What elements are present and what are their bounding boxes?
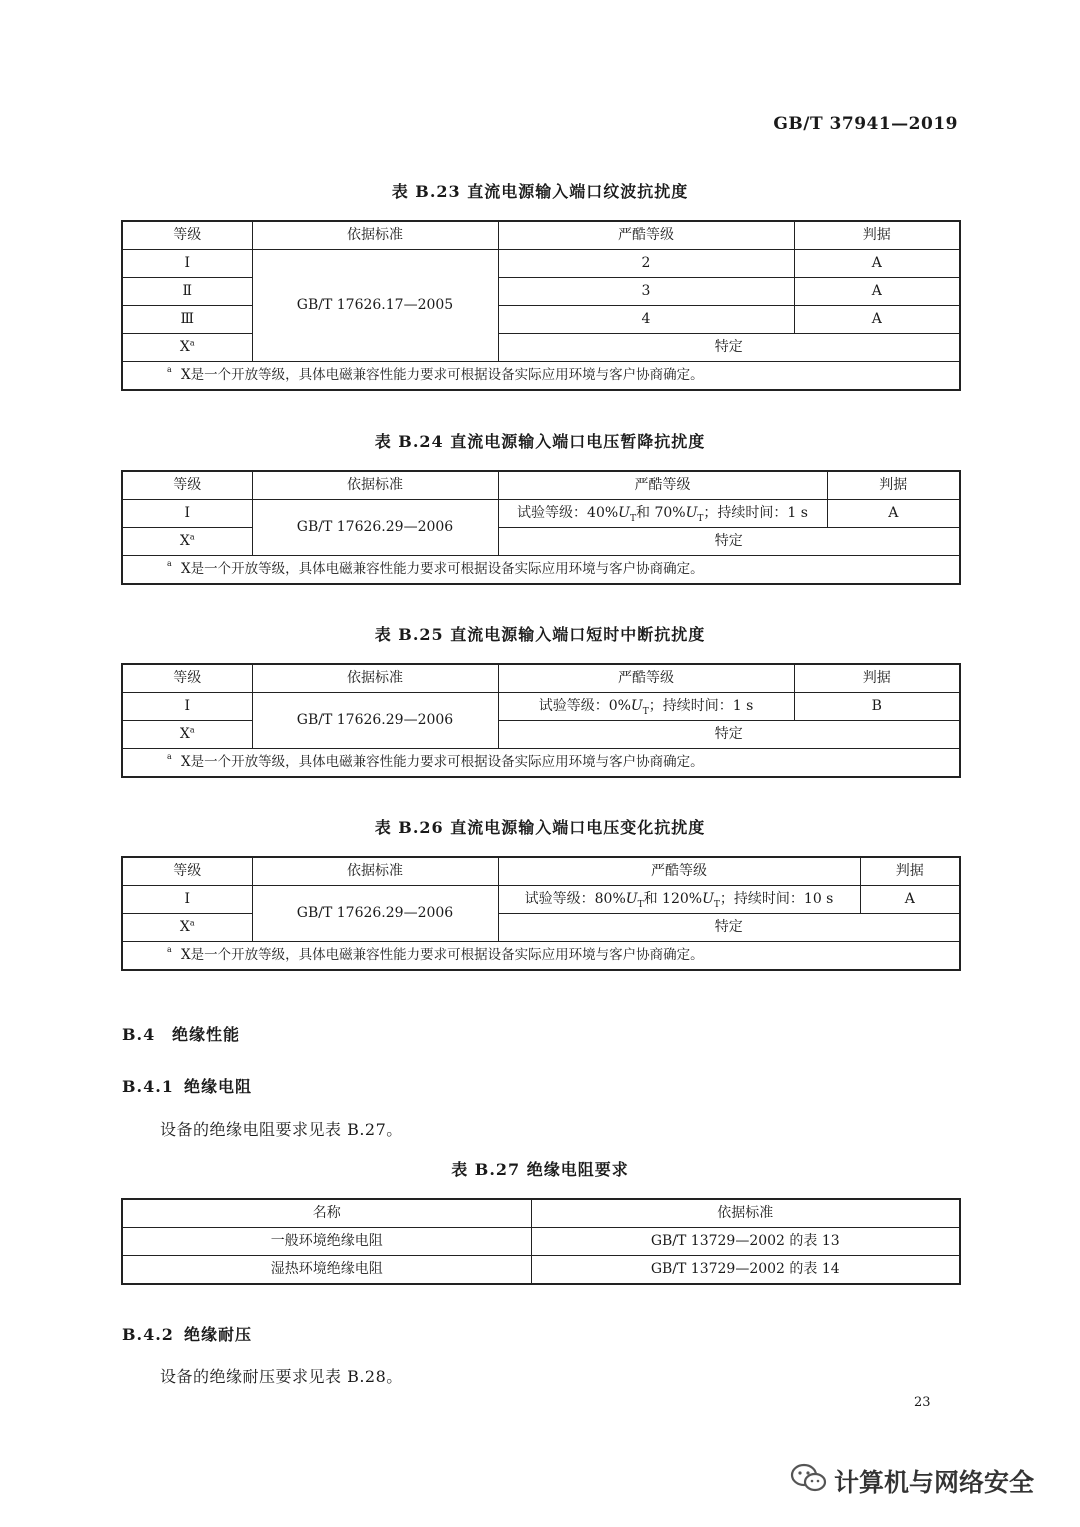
voltage-symbol: U [625, 891, 638, 907]
severity-cell [498, 500, 827, 528]
footnote-marker: a [167, 559, 172, 568]
grade-cell: Ⅰ [122, 500, 252, 528]
criterion-cell: B [794, 693, 960, 721]
grade-cell: Ⅰ [122, 886, 252, 914]
table-b23 [121, 220, 961, 391]
section-number: B.4 [122, 1025, 156, 1044]
severity-text: 和 120% [643, 891, 703, 907]
table-note-row [122, 556, 960, 585]
header-cell: 依据标准 [252, 221, 498, 250]
table-caption: 表 B.26 直流电源输入端口电压变化抗扰度 [374, 818, 706, 837]
header-cell: 判据 [794, 664, 960, 693]
header-cell: 等级 [122, 857, 252, 886]
x-value-cell: 特定 [498, 528, 960, 556]
header-cell: 依据标准 [252, 664, 498, 693]
voltage-subscript: T [629, 513, 636, 524]
table-b26 [121, 856, 961, 971]
voltage-subscript: T [637, 899, 644, 910]
grade-cell [122, 528, 252, 556]
table-b25 [121, 663, 961, 778]
grade-cell [122, 914, 252, 942]
header-cell: 依据标准 [252, 471, 498, 500]
table-note [122, 942, 960, 971]
severity-cell: 3 [498, 278, 794, 306]
grade-cell: Ⅰ [122, 250, 252, 278]
grade-cell: Ⅲ [122, 306, 252, 334]
header-cell: 名称 [122, 1199, 531, 1228]
note-text: Ⅹ是一个开放等级，具体电磁兼容性能力要求可根据设备实际应用环境与客户协商确定。 [181, 947, 704, 963]
header-cell: 等级 [122, 664, 252, 693]
grade-cell [122, 721, 252, 749]
table-caption: 表 B.24 直流电源输入端口电压暂降抗扰度 [374, 432, 706, 451]
header-cell: 等级 [122, 471, 252, 500]
note-text: Ⅹ是一个开放等级，具体电磁兼容性能力要求可根据设备实际应用环境与客户协商确定。 [181, 561, 704, 577]
grade-x: Ⅹ [179, 339, 190, 355]
x-value-cell: 特定 [498, 721, 960, 749]
table-note [122, 362, 960, 391]
criterion-cell: A [794, 278, 960, 306]
table-note-row [122, 942, 960, 971]
header-cell: 依据标准 [252, 857, 498, 886]
section-heading [122, 1022, 240, 1045]
table-caption: 表 B.27 绝缘电阻要求 [451, 1160, 629, 1179]
footnote-marker: a [189, 725, 195, 735]
x-value-cell: 特定 [498, 334, 960, 362]
table-row [122, 334, 960, 362]
voltage-subscript: T [697, 513, 704, 524]
header-cell: 判据 [860, 857, 960, 886]
header-cell: 等级 [122, 221, 252, 250]
subsection-heading [122, 1074, 252, 1097]
name-cell: 一般环境绝缘电阻 [122, 1228, 531, 1256]
severity-text: ；持续时间：1 s [648, 698, 754, 714]
table-header-row [122, 471, 960, 500]
table-note-row [122, 362, 960, 391]
grade-x: Ⅹ [179, 919, 190, 935]
severity-text: 试验等级：80% [524, 891, 626, 907]
grade-cell [122, 334, 252, 362]
footnote-marker: a [189, 918, 195, 928]
table-row [122, 500, 960, 528]
footnote-marker: a [189, 338, 195, 348]
voltage-symbol: U [685, 505, 698, 521]
voltage-symbol: U [702, 891, 714, 907]
table-header-row [122, 857, 960, 886]
header-cell: 严酷等级 [498, 221, 794, 250]
header-cell: 判据 [827, 471, 960, 500]
grade-cell: Ⅰ [122, 693, 252, 721]
severity-text: 和 70% [636, 505, 686, 521]
standard-cell: GB/T 17626.29—2006 [252, 693, 498, 749]
severity-text: 试验等级：40% [517, 505, 619, 521]
table-row [122, 914, 960, 942]
severity-cell: 4 [498, 306, 794, 334]
watermark-text: 计算机与网络安全 [834, 1468, 1035, 1497]
x-value-cell: 特定 [498, 914, 960, 942]
note-text: Ⅹ是一个开放等级，具体电磁兼容性能力要求可根据设备实际应用环境与客户协商确定。 [181, 754, 704, 770]
voltage-subscript: T [713, 899, 720, 910]
severity-text: ；持续时间：1 s [703, 505, 808, 521]
table-row [122, 528, 960, 556]
table-row [122, 1256, 960, 1285]
table-row [122, 886, 960, 914]
criterion-cell: A [794, 250, 960, 278]
table-note-row [122, 749, 960, 778]
watermark [790, 1462, 1034, 1500]
grade-cell: Ⅱ [122, 278, 252, 306]
section-title: 绝缘性能 [172, 1025, 241, 1044]
severity-cell [498, 693, 794, 721]
section-number: B.4.2 [122, 1325, 174, 1344]
footnote-marker: a [189, 532, 195, 542]
header-cell: 严酷等级 [498, 471, 827, 500]
table-b27 [121, 1198, 961, 1285]
standard-cell: GB/T 17626.29—2006 [252, 500, 498, 556]
table-row [122, 1228, 960, 1256]
severity-cell [498, 886, 860, 914]
subsection-heading [122, 1322, 252, 1345]
name-cell: 湿热环境绝缘电阻 [122, 1256, 531, 1285]
standard-cell: GB/T 13729—2002 的表 13 [531, 1228, 960, 1256]
table-row [122, 278, 960, 306]
section-title: 绝缘耐压 [184, 1325, 253, 1344]
criterion-cell: A [827, 500, 960, 528]
page-number: 23 [914, 1395, 931, 1410]
severity-cell: 2 [498, 250, 794, 278]
header-cell: 严酷等级 [498, 857, 860, 886]
grade-x: Ⅹ [179, 533, 190, 549]
section-number: B.4.1 [122, 1077, 174, 1096]
standard-cell: GB/T 17626.29—2006 [252, 886, 498, 942]
standard-cell: GB/T 13729—2002 的表 14 [531, 1256, 960, 1285]
paragraph: 设备的绝缘电阻要求见表 B.27。 [160, 1120, 403, 1139]
header-cell: 依据标准 [531, 1199, 960, 1228]
grade-x: Ⅹ [179, 726, 190, 742]
table-row [122, 250, 960, 278]
table-caption: 表 B.25 直流电源输入端口短时中断抗扰度 [374, 625, 706, 644]
table-b24 [121, 470, 961, 585]
table-note [122, 556, 960, 585]
severity-text: 试验等级：0% [538, 698, 631, 714]
table-caption: 表 B.23 直流电源输入端口纹波抗扰度 [391, 182, 689, 201]
table-header-row [122, 1199, 960, 1228]
criterion-cell: A [860, 886, 960, 914]
note-text: Ⅹ是一个开放等级，具体电磁兼容性能力要求可根据设备实际应用环境与客户协商确定。 [181, 367, 704, 383]
table-header-row [122, 664, 960, 693]
footnote-marker: a [167, 752, 172, 761]
table-row [122, 306, 960, 334]
section-title: 绝缘电阻 [184, 1077, 253, 1096]
table-row [122, 693, 960, 721]
document-id: GB/T 37941—2019 [773, 114, 958, 134]
footnote-marker: a [167, 365, 172, 374]
footnote-marker: a [167, 945, 172, 954]
voltage-subscript: T [642, 706, 649, 717]
wechat-icon [790, 1462, 828, 1500]
paragraph: 设备的绝缘耐压要求见表 B.28。 [160, 1367, 403, 1386]
table-note [122, 749, 960, 778]
standard-cell: GB/T 17626.17—2005 [252, 250, 498, 362]
severity-text: ；持续时间：10 s [719, 891, 834, 907]
voltage-symbol: U [618, 505, 630, 521]
criterion-cell: A [794, 306, 960, 334]
header-cell: 严酷等级 [498, 664, 794, 693]
table-header-row [122, 221, 960, 250]
voltage-symbol: U [630, 698, 643, 714]
header-cell: 判据 [794, 221, 960, 250]
table-row [122, 721, 960, 749]
